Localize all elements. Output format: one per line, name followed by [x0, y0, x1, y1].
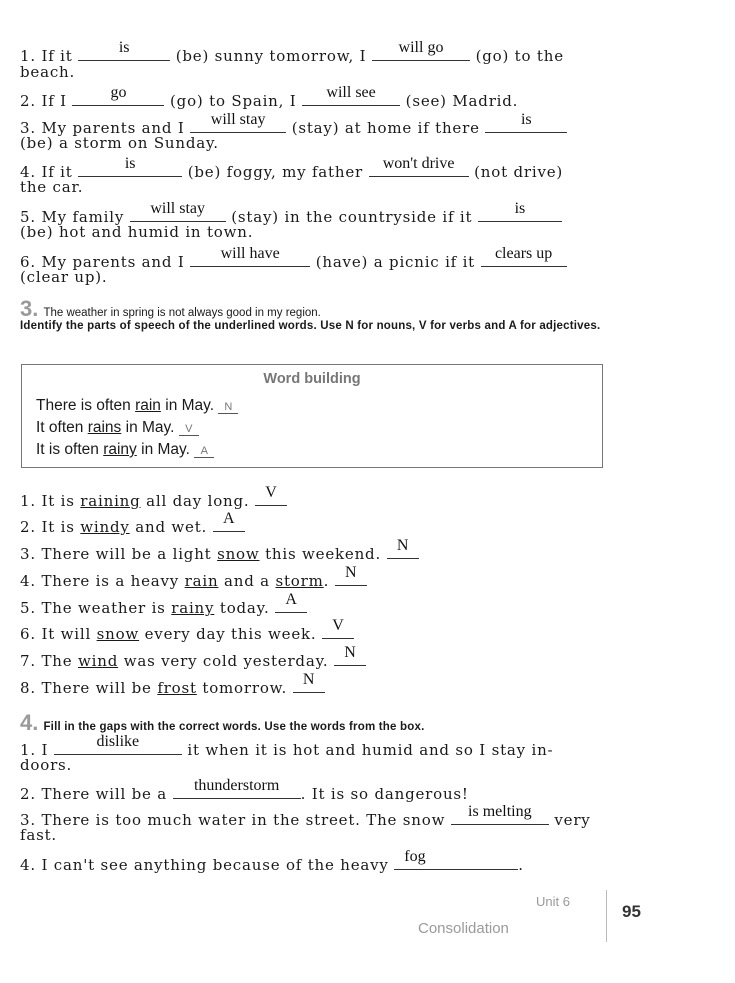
answer-gap[interactable]: A [213, 515, 245, 532]
box-title: Word building [263, 371, 361, 387]
box-example: There is often rain in May. N [36, 397, 238, 415]
ex4-item-2: 2. There will be a thunderstorm . It is so dangerous! [20, 777, 469, 803]
answer-gap[interactable]: dislike [54, 738, 182, 755]
box-example: It often rains in May. V [36, 419, 199, 437]
ex2-item-5: 5. My family will stay (stay) in the countryside if it is [20, 205, 562, 226]
ex3-item-2: 2. It is windy and wet. A [20, 515, 245, 536]
ex4-item-4: 4. I can't see anything because of the heavy fog . [20, 848, 524, 874]
ex4-item-3: 3. There is too much water in the street. The snow is melting very [20, 803, 591, 829]
page-number: 95 [622, 902, 641, 921]
ex3-item-7: 7. The wind was very cold yesterday. N [20, 649, 366, 670]
answer-gap[interactable]: A [275, 596, 307, 613]
answer-gap[interactable]: will go [372, 44, 470, 61]
divider [606, 890, 607, 942]
answer-gap[interactable]: will see [302, 89, 400, 106]
answer-gap[interactable]: N [293, 676, 325, 693]
answer-gap[interactable]: is [78, 160, 182, 177]
ex3-heading: 3. The weather in spring is not always good in my region. [20, 296, 321, 321]
answer-gap[interactable]: V [255, 489, 287, 506]
ex2-item-6: 6. My parents and I will have (have) a picnic if it clears up [20, 250, 567, 271]
section-label: Consolidation [418, 920, 509, 937]
ex4-instruction: Fill in the gaps with the correct words. Use the words from the box. [43, 721, 425, 733]
ex3-item-3: 3. There will be a light snow this weekend. N [20, 542, 419, 563]
ex3-instruction: Identify the parts of speech of the underlined words. Use N for nouns, V for verbs and A for adjectives. [20, 320, 601, 332]
answer-gap[interactable]: N [334, 649, 366, 666]
ex2-item-2: 2. If I go (go) to Spain, I will see (see) Madrid. [20, 84, 519, 110]
answer-gap[interactable]: will stay [190, 116, 286, 133]
ex3-item-4: 4. There is a heavy rain and a storm. N [20, 569, 367, 590]
ex4-heading: 4. Fill in the gaps with the correct words. Use the words from the box. [20, 710, 425, 735]
ex2-item-3: 3. My parents and I will stay (stay) at home if there is [20, 116, 567, 137]
answer-gap[interactable]: will stay [130, 205, 226, 222]
answer-gap[interactable]: is [485, 116, 567, 133]
ex2-item-1: 1. If it is (be) sunny tomorrow, I will go (go) to the [20, 39, 564, 65]
answer-gap[interactable]: N [335, 569, 367, 586]
answer-gap[interactable]: will have [190, 250, 310, 267]
word-building-box [21, 364, 603, 468]
box-example: It is often rainy in May. A [36, 441, 214, 459]
answer-gap[interactable]: thunderstorm [173, 782, 301, 799]
ex4-item-1: 1. I dislike it when it is hot and humid and so I stay in- [20, 733, 554, 759]
ex2-item-4: 4. If it is (be) foggy, my father won't drive (not drive) [20, 155, 564, 181]
answer-gap[interactable]: V [322, 622, 354, 639]
answer-gap[interactable]: fog [394, 853, 518, 870]
answer-gap[interactable]: go [72, 89, 164, 106]
ex3-item-6: 6. It will snow every day this week. V [20, 622, 354, 643]
answer-gap[interactable]: clears up [481, 250, 567, 267]
ex3-item-5: 5. The weather is rainy today. A [20, 596, 307, 617]
answer-gap[interactable]: won't drive [369, 160, 469, 177]
ex3-item-1: 1. It is raining all day long. V [20, 489, 287, 510]
unit-label: Unit 6 [536, 894, 570, 909]
answer-gap[interactable]: is [478, 205, 562, 222]
answer-gap[interactable]: is melting [451, 808, 549, 825]
answer-gap[interactable]: is [78, 44, 170, 61]
ex3-item-8: 8. There will be frost tomorrow. N [20, 676, 325, 697]
answer-gap[interactable]: N [387, 542, 419, 559]
